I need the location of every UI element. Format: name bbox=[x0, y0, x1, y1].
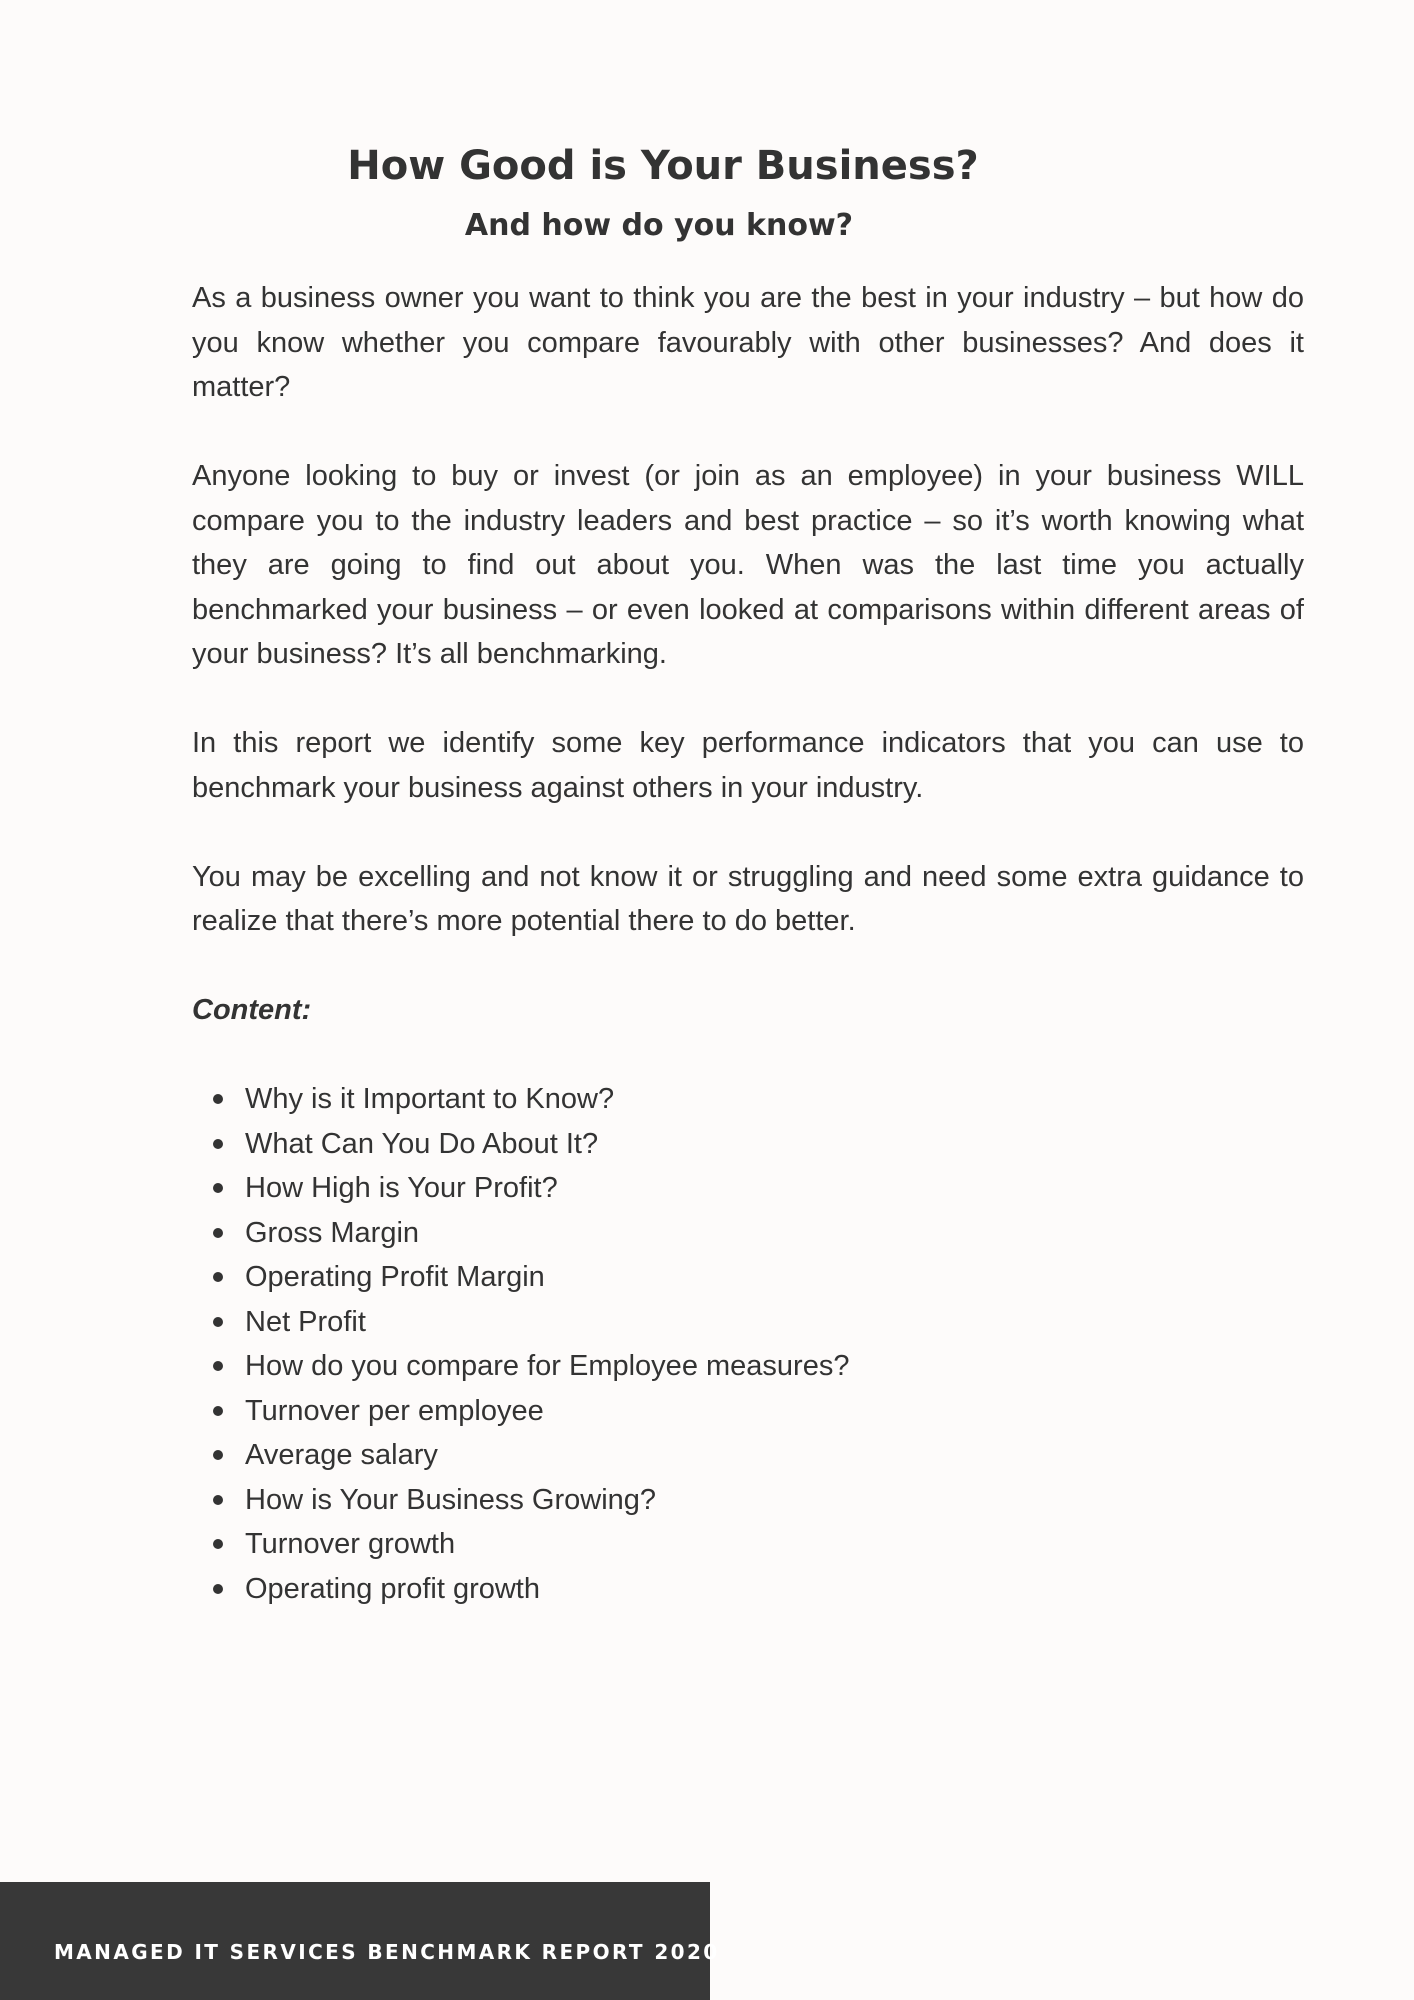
list-item bbox=[245, 1300, 1304, 1345]
list-item bbox=[245, 1433, 1304, 1478]
list-item-label: Average salary bbox=[245, 1439, 438, 1471]
list-item-label: Operating profit growth bbox=[245, 1572, 540, 1605]
bullet-icon bbox=[213, 1183, 223, 1193]
footer-band bbox=[0, 1882, 720, 2000]
list-item bbox=[245, 1344, 1304, 1389]
bullet-icon bbox=[213, 1094, 223, 1104]
list-item bbox=[245, 1389, 1304, 1434]
bullet-icon bbox=[213, 1272, 223, 1282]
list-item-label: Operating Profit Margin bbox=[245, 1261, 545, 1293]
list-item-label: How High is Your Profit? bbox=[245, 1172, 558, 1204]
list-item bbox=[245, 1077, 1304, 1122]
report-paragraph: In this report we identify some key performance indicators that you can use to benchmark your business against others in your industry. bbox=[192, 727, 1304, 804]
bullet-icon bbox=[213, 1584, 223, 1594]
bullet-icon bbox=[213, 1228, 223, 1238]
list-item bbox=[245, 1522, 1304, 1567]
potential-paragraph: You may be excelling and not know it or struggling and need some extra guidance to realize that there’s more potential there to do better. bbox=[192, 860, 1304, 937]
bullet-icon bbox=[213, 1495, 223, 1505]
list-item bbox=[245, 1166, 1304, 1211]
contents-heading: Content: bbox=[192, 994, 312, 1026]
benchmark-paragraph: Anyone looking to buy or invest (or join as an employee) in your business WILL compare you to the industry leaders and best practice – so it’s worth knowing what they are going to find out about you. When was the last time you actually benchmarked your business – or even looked at comparisons within different areas of your business? It’s all benchmarking. bbox=[192, 460, 1304, 670]
bullet-icon bbox=[213, 1406, 223, 1416]
list-item bbox=[245, 1211, 1304, 1256]
list-item-label: How is Your Business Growing? bbox=[245, 1483, 657, 1516]
bullet-icon bbox=[213, 1450, 223, 1460]
list-item bbox=[245, 1567, 1304, 1612]
bullet-icon bbox=[213, 1317, 223, 1327]
footer-label: MANAGED IT SERVICES BENCHMARK REPORT 2020 bbox=[54, 1940, 720, 1964]
body-content bbox=[192, 276, 1304, 1611]
list-item bbox=[245, 1122, 1304, 1167]
intro-paragraph: As a business owner you want to think you are the best in your industry – but how do you know whether you compare favourably with other businesses? And does it matter? bbox=[192, 282, 1304, 403]
list-item-label: Turnover growth bbox=[245, 1528, 456, 1560]
list-item-label: Net Profit bbox=[245, 1305, 366, 1338]
list-item-label: Why is it Important to Know? bbox=[245, 1083, 615, 1115]
list-item bbox=[245, 1255, 1304, 1300]
list-item-label: Turnover per employee bbox=[245, 1394, 544, 1427]
page-subtitle: And how do you know? bbox=[464, 208, 854, 243]
page-title: How Good is Your Business? bbox=[347, 143, 979, 189]
list-item-label: How do you compare for Employee measures? bbox=[245, 1350, 850, 1382]
list-item-label: Gross Margin bbox=[245, 1216, 420, 1249]
bullet-icon bbox=[213, 1361, 223, 1371]
contents-list bbox=[192, 1077, 1304, 1611]
list-item bbox=[245, 1478, 1304, 1523]
bullet-icon bbox=[213, 1539, 223, 1549]
bullet-icon bbox=[213, 1139, 223, 1149]
list-item-label: What Can You Do About It? bbox=[245, 1127, 599, 1160]
